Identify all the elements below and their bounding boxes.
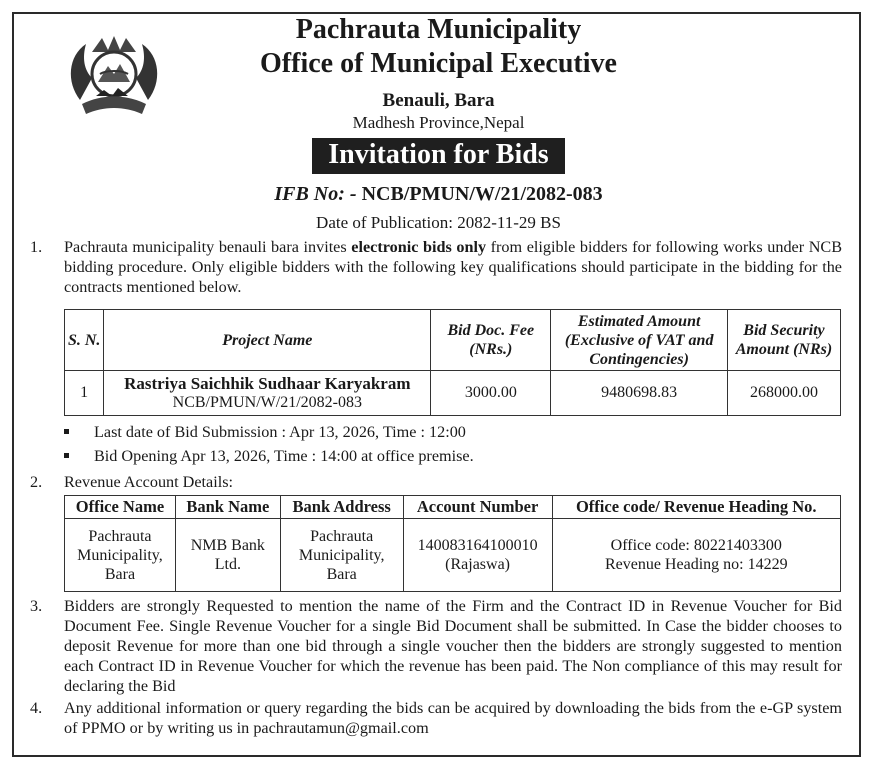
header-fee: Bid Doc. Fee (NRs.): [431, 310, 551, 371]
office-code: Office code: 80221403300: [610, 537, 782, 554]
header-estimate: Estimated Amount (Exclusive of VAT and Contingencies): [551, 310, 728, 371]
paragraph-number: 4.: [30, 699, 43, 717]
bid-table: [64, 309, 841, 416]
paragraph-text: Bidders are strongly Requested to mention the name of the Firm and the Contract ID in Revenue Voucher for Bid Document Fee. Single Revenue Voucher for a single Bid Document shall be submitted. In Case the bidder chooses to deposit Revenue for more than one bid through a single voucher then the bidders are strongly suggested to mention each Contract ID in Revenue Voucher for which the revenue has been paid. The Non compliance of this may result for declaring the Bid: [64, 597, 842, 695]
address-line: Pachrauta: [310, 527, 374, 545]
table-row: [65, 371, 841, 416]
paragraph-1: [30, 237, 842, 297]
publication-date: Date of Publication: 2082-11-29 BS: [316, 213, 561, 232]
paragraph-2: [30, 472, 842, 492]
address-line: Municipality,: [298, 546, 385, 564]
invitation-banner: Invitation for Bids: [312, 138, 564, 174]
header-code: Office code/ Revenue Heading No.: [552, 496, 840, 519]
paragraph-number: 3.: [30, 597, 43, 615]
revenue-table: [64, 495, 841, 592]
address-line: Bara: [326, 565, 357, 583]
revenue-heading: Revenue Heading no: 14229: [604, 556, 788, 573]
cell-estimate: 9480698.83: [551, 371, 728, 416]
table-row: [65, 519, 841, 592]
table-header-row: [65, 496, 841, 519]
header-sn: S. N.: [65, 310, 104, 371]
cell-fee: 3000.00: [431, 371, 551, 416]
paragraph-text: from eligible bidders for following works under NCB bidding procedure. Only eligible bidders with the following key qualifications should participate in the bidding for the contracts mentioned below.: [64, 238, 842, 296]
project-code: NCB/PMUN/W/21/2082-083: [172, 394, 362, 411]
ifb-label: IFB No: -: [274, 183, 357, 205]
ifb-value: NCB/PMUN/W/21/2082-083: [361, 183, 603, 205]
cell-office: [65, 519, 176, 592]
office-line: Municipality,: [77, 546, 163, 564]
account-type: (Rajaswa): [445, 556, 510, 573]
account-number: 140083164100010: [417, 537, 538, 554]
office-title: Office of Municipal Executive: [260, 48, 617, 79]
header-account: Account Number: [403, 496, 552, 519]
paragraph-text: Pachrauta municipality benauli bara invites: [64, 238, 352, 256]
list-item: [64, 445, 824, 469]
paragraph-4: [30, 698, 842, 738]
bullet-icon: [64, 429, 69, 434]
paragraph-number: 1.: [30, 238, 43, 256]
ifb-number: [0, 183, 877, 206]
table-header-row: [65, 310, 841, 371]
cell-security: 268000.00: [727, 371, 840, 416]
paragraph-emphasis: electronic bids only: [351, 238, 487, 256]
project-name: Rastriya Saichhik Sudhaar Karyakram: [124, 374, 411, 393]
header-security: Bid Security Amount (NRs): [727, 310, 840, 371]
bank-line: NMB Bank: [190, 537, 265, 554]
paragraph-number: 2.: [30, 473, 43, 491]
bank-line: Ltd.: [214, 556, 241, 573]
cell-bank: [175, 519, 280, 592]
paragraph-3: [30, 596, 842, 696]
office-line: Pachrauta: [88, 527, 152, 545]
cell-sn: 1: [65, 371, 104, 416]
header-bank: Bank Name: [175, 496, 280, 519]
location: Benauli, Bara: [382, 90, 495, 111]
bid-dates-list: [64, 421, 824, 469]
opening-date: Bid Opening Apr 13, 2026, Time : 14:00 at office premise.: [94, 447, 474, 465]
municipality-name: Pachrauta Municipality: [295, 14, 582, 45]
cell-project: [104, 371, 431, 416]
submission-date: Last date of Bid Submission : Apr 13, 2026, Time : 12:00: [94, 423, 466, 441]
cell-address: [280, 519, 403, 592]
paragraph-text: Revenue Account Details:: [64, 473, 234, 491]
office-line: Bara: [104, 565, 136, 583]
cell-account: [403, 519, 552, 592]
bullet-icon: [64, 453, 69, 458]
header-address: Bank Address: [280, 496, 403, 519]
province: Madhesh Province,Nepal: [352, 113, 525, 132]
header-office: Office Name: [65, 496, 176, 519]
cell-code: [552, 519, 840, 592]
header-project: Project Name: [104, 310, 431, 371]
paragraph-text: Any additional information or query regarding the bids can be acquired by downloading the bids from the e-GP system of PPMO or by writing us in pachrautamun@gmail.com: [64, 699, 842, 737]
list-item: [64, 421, 824, 445]
